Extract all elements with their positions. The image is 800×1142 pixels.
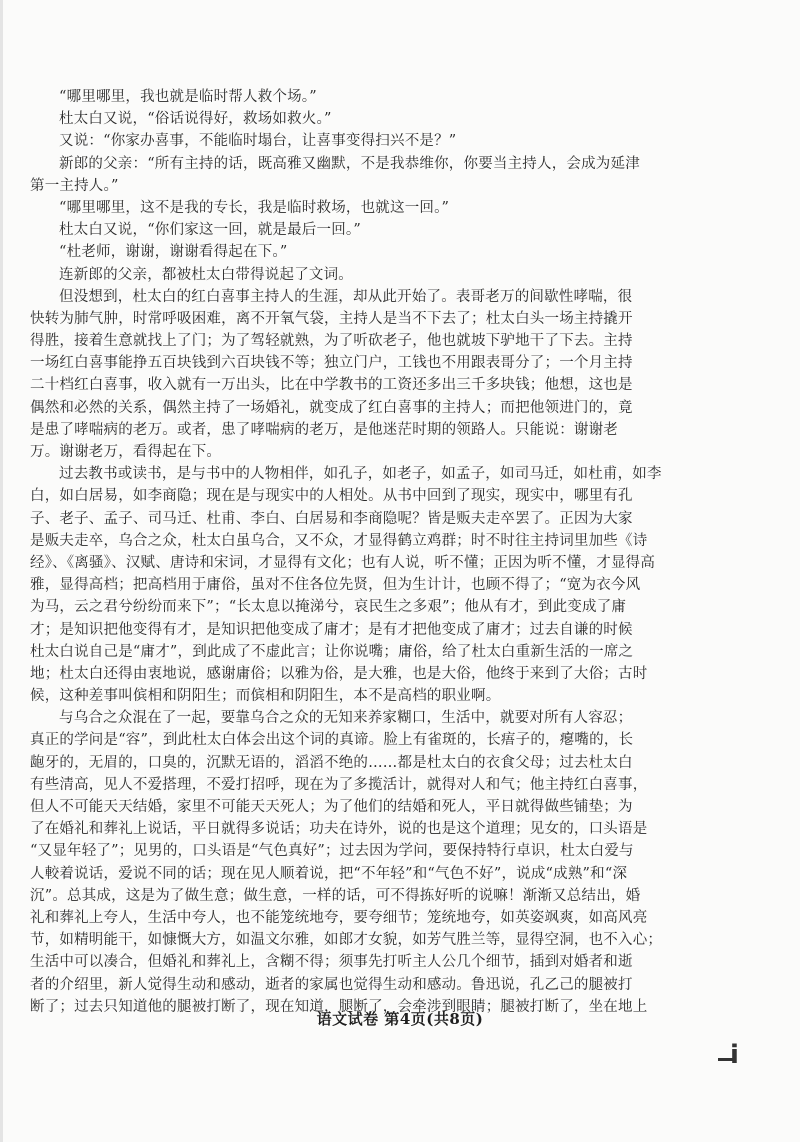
text-line: 龅牙的，无眉的，口臭的，沉默无语的，滔滔不绝的……都是杜太白的衣食父母；过去杜太白 <box>30 754 633 771</box>
text-line: 得胜，接着生意就找上了门；为了驾轻就熟，为了听砍老子，他也就坡下驴地干了下去。主持 <box>30 333 633 350</box>
text-line: 快转为肺气肿，时常呼吸困难，离不开氧气袋，主持人是当不下去了；杜太白头一场主持撬开 <box>30 310 633 327</box>
text-line: 节，如精明能干，如慷慨大方，如温文尔雅，如郎才女貌，如芳气胜兰等，显得空洞，也不入心； <box>30 932 663 949</box>
text-line: 新郎的父亲：“所有主持的话，既高雅又幽默，不是我恭维你，你要当主持人，会成为延津 <box>59 155 640 172</box>
text-line: 真正的学问是“容”，到此杜太白体会出这个词的真谛。脸上有雀斑的，长痦子的，瘪嘴的，长 <box>30 732 634 749</box>
text-line: 万。谢谢老万，看得起在下。 <box>30 444 222 460</box>
text-line: 第一主持人。” <box>30 177 119 194</box>
text-line: 与乌合之众混在了一起，要靠乌合之众的无知来养家糊口，生活中，就要对所有人容忍； <box>59 710 633 727</box>
text-line: 杜太白又说，“你们家这一回，就是最后一回。” <box>59 222 361 239</box>
page-footer: 语文试卷 第4页(共8页) <box>316 1010 484 1028</box>
text-line: 但人不可能天天结婚，家里不可能天天死人；为了他们的结婚和死人，平日就得做些铺垫；为 <box>30 799 633 815</box>
text-line: 又说：“你家办喜事，不能临时塌台，让喜事变得扫兴不是？” <box>59 133 457 150</box>
text-line: 才；是知识把他变得有才，是知识把他变成了庸才；是有才把他变成了庸才；过去自谦的时候 <box>30 621 633 638</box>
text-line: “哪里哪里，我也就是临时帮人救个场。” <box>59 89 317 105</box>
text-line: 一场红白喜事能挣五百块钱到六百块钱不等；独立门户，工钱也不用跟表哥分了；一个月主持 <box>30 355 633 372</box>
text-line: 礼和葬礼上夸人，生活中夸人，也不能笼统地夸，要夸细节；笼统地夸，如英姿飒爽，如高风亮 <box>30 909 648 926</box>
text-line: 是患了哮喘病的老万。或者，患了哮喘病的老万，是他迷茫时期的领路人。只能说：谢谢老 <box>30 421 618 438</box>
text-line: 有些清高，见人不爱搭理，不爱打招呼，现在为了多揽活计，就得对人和气；他主持红白喜事， <box>30 776 648 793</box>
text-line: 杜太白说自己是“庸才”，到此成了不虚此言；让你说嘴；庸俗，给了杜太白重新生活的一席之 <box>30 643 634 660</box>
text-line: 者的介绍里，新人觉得生动和感动，逝者的家属也觉得生动和感动。鲁迅说，孔乙己的腿被打 <box>30 976 633 993</box>
text-line: 是贩夫走卒，乌合之众，杜太白虽乌合，又不众，才显得鹤立鸡群；时不时往主持词里加些《诗 <box>30 532 648 549</box>
text-line: “杜老师，谢谢，谢谢看得起在下。” <box>59 244 288 261</box>
text-line: 沉”。总其成，这是为了做生意；做生意，一样的话，可不得拣好听的说嘛！渐渐又总结出，婚 <box>30 887 641 904</box>
text-line: 过去教书或读书，是与书中的人物相伴，如孔子，如老子，如孟子，如司马迁，如杜甫，如李 <box>59 466 662 483</box>
text-line: 雅，显得高档；把高档用于庸俗，虽对不住各位先贤，但为生计计，也顾不得了；“宽为衣今风 <box>30 577 641 594</box>
passage-body <box>30 86 778 1018</box>
text-line: 人較着说话，爱说不同的话；现在见人顺着说，把“不年轻”和“气色不好”，说成“成熟”和“深 <box>30 865 628 882</box>
text-line: 偶然和必然的关系，偶然主持了一场婚礼，就变成了红白喜事的主持人；而把他领进门的，竟 <box>30 399 633 416</box>
text-line: 连新郎的父亲，都被杜太白带得说起了文词。 <box>59 266 353 283</box>
text-line: 地；杜太白还得由衷地说，感谢庸俗；以雅为俗，是大雅，也是大俗，他终于来到了大俗；古时 <box>30 665 648 682</box>
text-line: 杜太白又说，“俗话说得好，救场如救火。” <box>59 111 332 128</box>
page-edge-shadow <box>0 0 3 1142</box>
text-line: 了在婚礼和葬礼上说话，平日就得多说话；功夫在诗外，说的也是这个道理；见女的，口头语是 <box>30 821 648 838</box>
text-line: 生活中可以凑合，但婚礼和葬礼上，含糊不得；须事先打听主人公几个细节，插到对婚者和逝 <box>30 954 633 971</box>
corner-mark: i <box>730 1040 739 1070</box>
text-line: 但没想到，杜太白的红白喜事主持人的生涯，却从此开始了。表哥老万的间歇性哮喘，很 <box>59 288 633 305</box>
text-line: 二十档红白喜事，收入就有一万出头，比在中学教书的工资还多出三千多块钱；他想，这也是 <box>30 377 633 394</box>
text-line: 断了；过去只知道他的腿被打断了，现在知道，腿断了，会牵涉到眼睛；腿被打断了，坐在地上 <box>30 998 648 1015</box>
text-line: 子、老子、孟子、司马迁、杜甫、李白、白居易和李商隐呢？皆是贩夫走卒罢了。正因为大家 <box>30 510 633 527</box>
text-line: 白，如白居易，如李商隐；现在是与现实中的人相处。从书中回到了现实，现实中，哪里有孔 <box>30 488 633 505</box>
text-line: 经》、《离骚》、汉赋、唐诗和宋词，才显得有文化；也有人说，听不懂；正因为听不懂，才显得高 <box>30 554 656 571</box>
text-line: “哪里哪里，这不是我的专长，我是临时救场，也就这一回。” <box>59 199 450 216</box>
text-line: 为马，云之君兮纷纷而来下”；“长太息以掩涕兮，哀民生之多艰”；他从有才，到此变成了庸 <box>30 599 627 616</box>
text-line: 候，这种差事叫傧相和阴阳生；而傧相和阴阳生，本不是高档的职业啊。 <box>30 688 501 705</box>
text-line: “又显年轻了”；见男的，口头语是“气色真好”；过去因为学问，要保持特行卓识，杜太白爱与 <box>30 843 634 860</box>
